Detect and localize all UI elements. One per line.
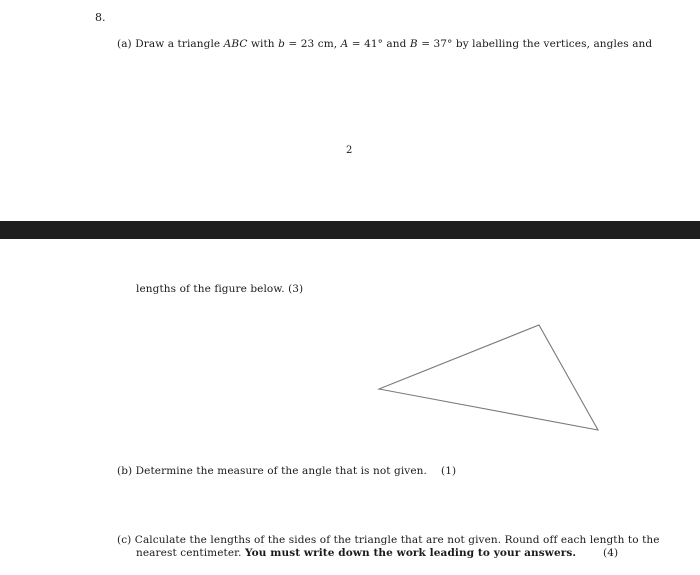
page-number: 2: [346, 145, 353, 156]
side-b-var: b: [278, 38, 285, 50]
triangle-outline: [379, 325, 598, 430]
page-divider: [0, 221, 700, 239]
part-c-question-line2: [136, 547, 576, 559]
angle-b-value: = 37° by labelling the vertices, angles and: [417, 38, 653, 50]
part-a-continuation: lengths of the figure below. (3): [136, 283, 304, 295]
part-b-question: (b) Determine the measure of the angle that is not given.: [117, 465, 427, 477]
side-b-value: = 23 cm,: [284, 38, 341, 50]
part-c-bold-instruction: You must write down the work leading to your answers.: [245, 547, 577, 559]
angle-a-var: A: [340, 38, 349, 50]
part-c-plain: nearest centimeter.: [136, 547, 245, 559]
part-a-with: with: [247, 38, 279, 50]
part-b-marks: (1): [441, 465, 457, 477]
angle-a-value: = 41° and: [348, 38, 410, 50]
question-number: 8.: [95, 11, 106, 24]
angle-b-var: B: [409, 38, 418, 50]
part-c-marks: (4): [603, 547, 619, 559]
part-a-prefix: (a) Draw a triangle: [117, 38, 224, 50]
triangle-name: ABC: [223, 38, 248, 50]
part-a-instruction: [117, 38, 652, 50]
part-c-question-line1: (c) Calculate the lengths of the sides of the triangle that are not given. Round off each length to the: [117, 534, 660, 546]
